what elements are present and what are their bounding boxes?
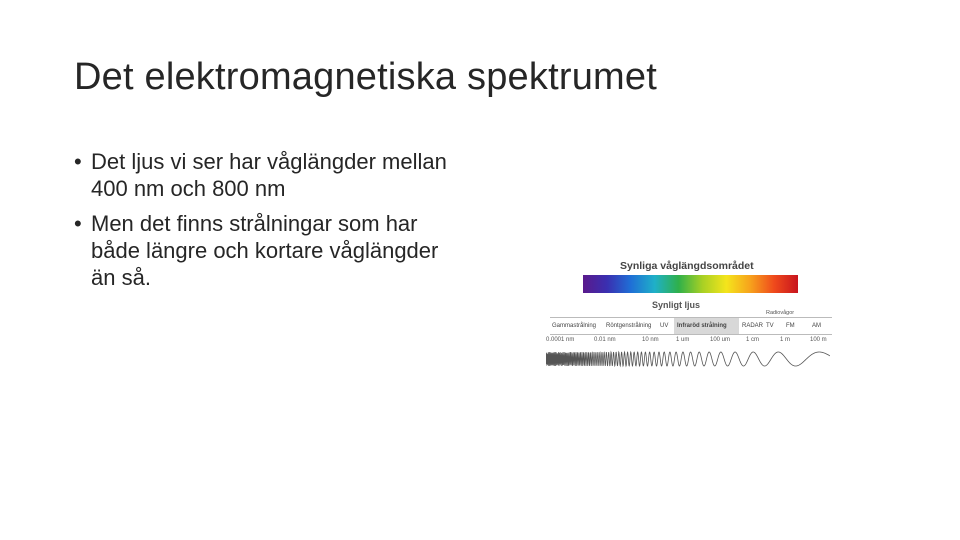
- band-label: Gammastrålning: [552, 323, 597, 329]
- band-label: RADAR: [742, 323, 764, 329]
- band-label: AM: [812, 323, 821, 329]
- bullet-item: [74, 210, 454, 291]
- slide-title: Det elektromagnetiska spektrumet: [74, 56, 657, 98]
- scale-tick-label: 100 m: [810, 337, 827, 343]
- scale-tick-label: 1 cm: [746, 337, 760, 343]
- visible-light-label: Synligt ljus: [652, 300, 701, 310]
- bullet-text: Det ljus vi ser har våglängder mellan 400 nm och 800 nm: [91, 149, 447, 201]
- radio-waves-label: Radiovågor: [766, 310, 795, 316]
- band-label: FM: [786, 323, 795, 329]
- scale-tick-label: 10 nm: [642, 337, 659, 343]
- band-label: TV: [766, 323, 774, 329]
- wave-illustration: [546, 349, 830, 369]
- visible-spectrum-gradient: [583, 275, 798, 293]
- scale-tick-label: 0.0001 nm: [546, 337, 575, 343]
- band-label: Röntgenstrålning: [606, 323, 652, 329]
- band-label-infrared: Infraröd strålning: [674, 318, 739, 334]
- band-label: UV: [660, 323, 669, 329]
- bullet-glyph: •: [74, 211, 82, 236]
- bullet-text: Men det finns strålningar som har både längre och kortare våglängder än så.: [91, 211, 439, 290]
- scale-tick-label: 100 um: [710, 337, 731, 343]
- band-row: [550, 317, 832, 335]
- wave-line: [546, 352, 830, 366]
- wavelength-scale: [546, 337, 836, 347]
- scale-tick-label: 1 um: [676, 337, 690, 343]
- bullet-item: [74, 148, 454, 202]
- bullet-list: [74, 148, 454, 299]
- scale-tick-label: 1 m: [780, 337, 791, 343]
- figure-title: Synliga våglängdsområdet: [620, 260, 754, 272]
- spectrum-figure: [540, 255, 836, 375]
- bullet-glyph: •: [74, 149, 82, 174]
- scale-tick-label: 0.01 nm: [594, 337, 616, 343]
